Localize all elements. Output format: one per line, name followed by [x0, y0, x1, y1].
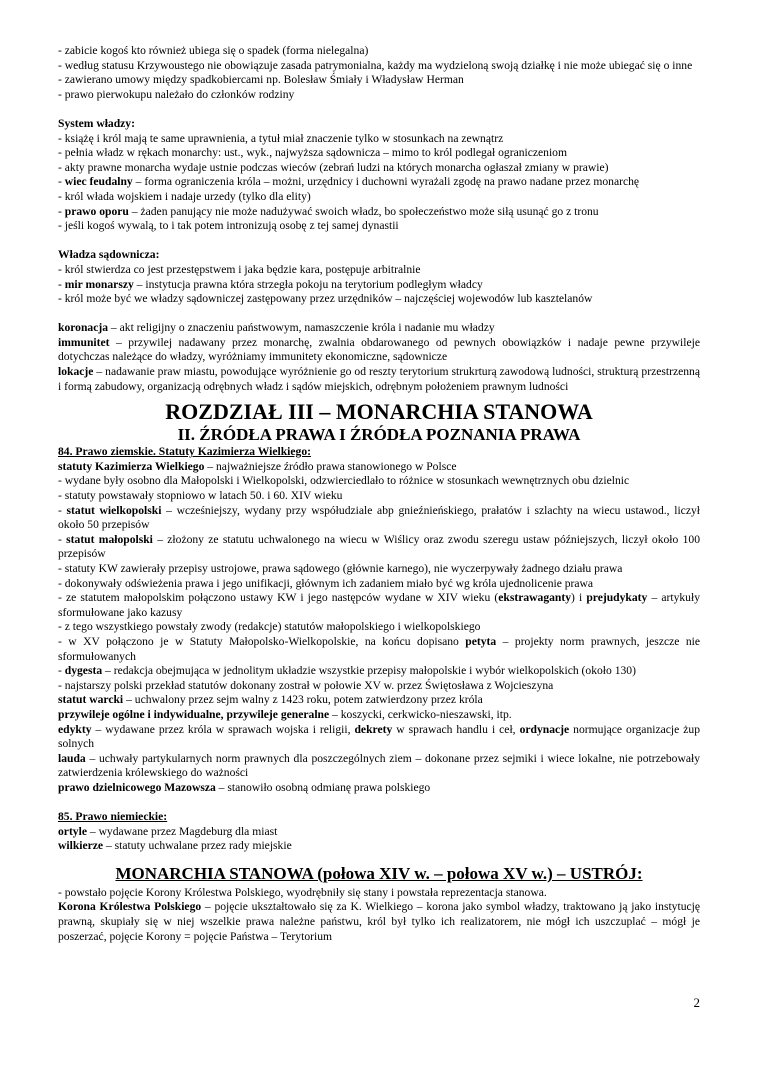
text-line: - dokonywały odświeżenia prawa i jego unifikacji, głównym ich zadaniem miało być wg króla ujednolicenie prawa [58, 576, 594, 590]
text-line: - prawo oporu – żaden panujący nie może nadużywać swoich władz, bo społeczeństwo może siłą usunąć go z tronu [58, 204, 599, 218]
definition: przywileje ogólne i indywidualne, przywileje generalne – koszycki, cerkwicko-nieszawski, itp. [58, 707, 512, 721]
section-heading-85: 85. Prawo niemieckie: [58, 810, 168, 824]
definition: ortyle – wydawane przez Magdeburg dla miast [58, 824, 278, 838]
text-line: - w XV połączono je w Statuty Małopolsko-Wielkopolskie, na końcu dopisano petyta – projekty norm prawnych, jeszcze nie sformułowanych [58, 634, 701, 663]
term: wiec feudalny [64, 175, 133, 189]
text-line: - król stwierdza co jest przestępstwem i jaka będzie kara, postępuje arbitralnie [58, 262, 421, 276]
definition: prawo dzielnicowego Mazowsza – stanowiło osobną odmianę prawa polskiego [58, 780, 431, 794]
term: prawo oporu [64, 204, 129, 218]
chapter-title: ROZDZIAŁ III – MONARCHIA STANOWA [165, 399, 593, 425]
text-line: - dygesta – redakcja obejmująca w jednolitym układzie wszystkie przepisy małopolskie i wybór wielkopolskich (około 130) [58, 664, 636, 678]
text-line: - wiec feudalny – forma ograniczenia króla – możni, urzędnicy i duchowni wyrażali zgodę na prawo nadane przez monarchę [58, 175, 640, 189]
document-body [58, 44, 700, 944]
definition: immunitet – przywilej nadawany przez monarchę, zwalnia obdarowanego od pewnych obowiązków i nadaje pewne przywileje dotychczas należące do władzy, wyróżniamy immunitety ekonomiczne, sądownicze [58, 335, 700, 364]
text-line: - mir monarszy – instytucja prawna która strzegła pokoju na terytorium podległym władcy [58, 277, 483, 291]
text-line: - zabicie kogoś kto również ubiega się o spadek (forma nielegalna) [58, 44, 369, 57]
text-line: - akty prawne monarcha wydaje ustnie podczas wieców (zebrań ludzi na których monarcha ogłaszał zmiany w prawie) [58, 160, 609, 174]
text-line: - wydane były osobno dla Małopolski i Wielkopolski, odzwierciedlało to różnice w stosunkach wewnętrznych obu dzielnic [58, 474, 630, 488]
text-line: - statut wielkopolski – wcześniejszy, wydany przy współudziale abp gnieźnieńskiego, prałatów i szlachty na wiecu ustawod., liczył około 50 przepisów [58, 503, 700, 532]
definition: statut warcki – uchwalony przez sejm walny z 1423 roku, potem zatwierdzony przez króla [58, 693, 483, 707]
section-title-judicial: Władza sądownicza: [58, 248, 160, 262]
definition: Korona Królestwa Polskiego – pojęcie ukształtowało się za K. Wielkiego – korona jako symbol władzy, traktowano ją jako instytucję prawną, skupiały się w niej wszelkie prawa należne państwu, król był tylko ich realizatorem, nie mógł ich uszczuplać – mógł je poszerzać, pojęcie Korony = pojęcie Państwa – Terytorium [58, 900, 701, 943]
text-line: - prawo pierwokupu należało do członków rodziny [58, 87, 295, 101]
definition: edykty – wydawane przez króla w sprawach wojska i religii, dekrety w sprawach handlu i ceł, ordynacje normujące organizacje żup solnych [58, 722, 701, 751]
term: mir monarszy [64, 277, 134, 291]
text-line: - powstało pojęcie Korony Królestwa Polskiego, wyodrębniły się stany i powstała reprezentacja stanowa. [58, 885, 547, 899]
page-number: 2 [693, 995, 700, 1010]
text-line: - pełnia władz w rękach monarchy: ust., wyk., najwyższa sądownicza – mimo to król podlegał ograniczeniom [58, 146, 567, 160]
text-line: - statut małopolski – złożony ze statutu uchwalonego na wiecu w Wiślicy oraz zwodu szeregu ustaw późniejszych, liczył około 100 przepisów [58, 532, 700, 561]
text-line: - książę i król mają te same uprawnienia, a tytuł miał znaczenie tylko w stosunkach na zewnątrz [58, 131, 504, 145]
text-line: - według statusu Krzywoustego nie obowiązuje zasada patrymonialna, każdy ma wydzieloną swoją działkę i nie może ubiegać się o inne [58, 58, 693, 72]
definition: lokacje – nadawanie praw miastu, powodujące wyróżnienie go od reszty terytorium strukrturą zawodową ludności, strukturą przestrzenną i formą zabudowy, organizacją odrębnych władz i sądów miejskich, odrębnym położeniem prawnym ludności [58, 365, 700, 393]
chapter-subtitle: II. ŹRÓDŁA PRAWA I ŹRÓDŁA POZNANIA PRAWA [177, 425, 581, 445]
definition: wilkierze – statuty uchwalane przez rady miejskie [58, 839, 292, 853]
text-line: - statuty KW zawierały przepisy ustrojowe, prawa sądowego (głównie karnego), nie wyczerpywały żadnego działu prawa [58, 562, 623, 575]
text-line: - najstarszy polski przekład statutów dokonany zostrał w połowie XV w. przez Świętosława z Wojcieszyna [58, 678, 554, 692]
definition: statuty Kazimierza Wielkiego – najważniejsze źródło prawa stanowionego w Polsce [58, 459, 457, 473]
monarchia-title: MONARCHIA STANOWA (połowa XIV w. – połowa XV w.) – USTRÓJ: [115, 863, 643, 883]
text-line: - jeśli kogoś wywalą, to i tak potem intronizują osobę z tej samej dynastii [58, 219, 399, 233]
text-line: - statuty powstawały stopniowo w latach 50. i 60. XIV wieku [58, 489, 343, 503]
text-line: - z tego wszystkiego powstały zwody (redakcje) statutów małopolskiego i wielkopolskiego [58, 620, 481, 634]
text-line: - król może być we władzy sądowniczej zastępowany przez urzędników – najczęściej wojewodów lub kasztelanów [58, 292, 593, 306]
text-line: - ze statutem małopolskim połączono ustawy KW i jego następców wydane w XIV wieku (ekstrawaganty) i prejudykaty – artykuły sformułowane jako kazusy [58, 591, 700, 619]
text-line: - zawierano umowy między spadkobiercami np. Bolesław Śmiały i Władysław Herman [58, 73, 464, 87]
section-title-system: System władzy: [58, 116, 135, 130]
section-heading-84: 84. Prawo ziemskie. Statuty Kazimierza Wielkiego: [58, 445, 311, 459]
definition: lauda – uchwały partykularnych norm prawnych dla poszczególnych ziem – dokonane przez sejmiki i wiece lokalne, nie potrzebowały zatwierdzenia królewskiego do ważności [58, 751, 700, 780]
text-line: - król włada wojskiem i nadaje urzedy (tylko dla elity) [58, 189, 311, 203]
definition: koronacja – akt religijny o znaczeniu państwowym, namaszczenie króla i nadanie mu władzy [58, 321, 495, 335]
